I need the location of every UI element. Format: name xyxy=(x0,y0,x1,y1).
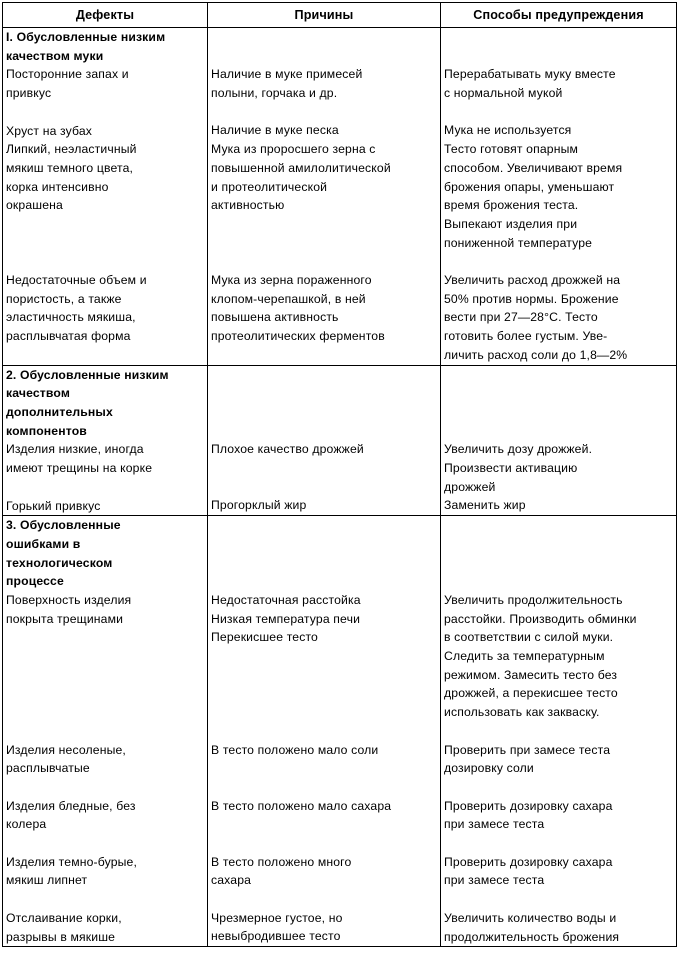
defect-line: разрывы в мякише xyxy=(6,929,116,944)
prevention-line: дрожжей xyxy=(444,479,496,494)
defect-line: покрыта трещинами xyxy=(6,611,124,626)
header-causes: Причины xyxy=(208,3,441,28)
cause-line: В тесто положено много xyxy=(211,854,352,869)
prevention-line: время брожения теста. xyxy=(444,198,579,213)
prevention-line: дрожжей, а перекисшее тесто xyxy=(444,686,618,701)
section-2-prevention-cell xyxy=(441,365,677,516)
section-1-prevention-cell xyxy=(441,28,677,366)
section-3-defects-cell xyxy=(3,516,208,947)
section-1-defects-cell xyxy=(3,28,208,366)
section-3-causes-cell xyxy=(208,516,441,947)
cause-line: повышенной амилолитической xyxy=(211,160,391,175)
prevention-line: готовить более густым. Уве- xyxy=(444,329,608,344)
defect-line: Хруст на зубах xyxy=(6,123,93,138)
document-page xyxy=(2,2,676,952)
defect-line: Недостаточные объем и xyxy=(6,273,147,288)
section-1-causes-cell xyxy=(208,28,441,366)
cause-line: Наличие в муке песка xyxy=(211,123,339,138)
defect-line: пористость, а также xyxy=(6,291,122,306)
prevention-line: Заменить жир xyxy=(444,498,526,513)
prevention-line: брожения опары, уменьшают xyxy=(444,179,615,194)
defect-line: окрашена xyxy=(6,198,63,213)
prevention-line: Увеличить продолжительность xyxy=(444,592,623,607)
defect-line: Изделия несоленые, xyxy=(6,742,126,757)
cause-line: и протеолитической xyxy=(211,179,328,194)
prevention-line: в соответствии с силой муки. xyxy=(444,630,614,645)
prevention-line: Перерабатывать муку вместе xyxy=(444,67,616,82)
defect-line: расплывчатые xyxy=(6,761,90,776)
cause-line: Наличие в муке примесей xyxy=(211,67,363,82)
prevention-line: способом. Увеличивают время xyxy=(444,160,623,175)
section-2-row xyxy=(3,365,677,516)
prevention-line: продолжительность брожения xyxy=(444,929,620,944)
prevention-line: Проверить дозировку сахара xyxy=(444,854,613,869)
defect-line: Посторонние запах и xyxy=(6,67,129,82)
section-title-line: 3. Обусловленные xyxy=(6,518,121,533)
cause-line: сахара xyxy=(211,873,252,888)
prevention-line: 50% против нормы. Брожение xyxy=(444,291,619,306)
defect-line: корка интенсивно xyxy=(6,179,109,194)
section-1-row xyxy=(3,28,677,366)
cause-line: активностью xyxy=(211,198,285,213)
cause-line: полыни, горчака и др. xyxy=(211,86,338,101)
section-3-prevention-cell xyxy=(441,516,677,947)
prevention-line: с нормальной мукой xyxy=(444,86,563,101)
defect-line: Изделия низкие, иногда xyxy=(6,442,144,457)
prevention-line: Проверить дозировку сахара xyxy=(444,798,613,813)
defect-line: мякиш темного цвета, xyxy=(6,160,134,175)
defect-line: Изделия бледные, без xyxy=(6,798,136,813)
defect-line: мякиш липнет xyxy=(6,873,88,888)
defect-line: Горький привкус xyxy=(6,498,101,513)
prevention-line: Мука не используется xyxy=(444,123,572,138)
cause-line: Мука из зерна пораженного xyxy=(211,273,372,288)
prevention-line: вести при 27—28°С. Тесто xyxy=(444,310,598,325)
cause-line: Мука из проросшего зерна с xyxy=(211,142,376,157)
defect-line: Поверхность изделия xyxy=(6,593,132,608)
section-title-line: качеством xyxy=(6,386,70,401)
cause-line: Недостаточная расстойка xyxy=(211,592,361,607)
defect-line: колера xyxy=(6,817,47,832)
prevention-line: Тесто готовят опарным xyxy=(444,142,579,157)
cause-line: Чрезмерное густое, но xyxy=(211,910,343,925)
defect-line: эластичность мякиша, xyxy=(6,310,136,325)
header-defects: Дефекты xyxy=(3,3,208,28)
cause-line: В тесто положено мало соли xyxy=(211,742,379,757)
defect-line: привкус xyxy=(6,86,52,101)
cause-line: В тесто положено мало сахара xyxy=(211,798,392,813)
section-title-line: качеством муки xyxy=(6,48,104,63)
section-3-row xyxy=(3,516,677,947)
cause-line: Перекисшее тесто xyxy=(211,630,318,645)
header-prevention: Способы предупреждения xyxy=(441,3,677,28)
prevention-line: Увеличить количество воды и xyxy=(444,910,617,925)
prevention-line: при замесе теста xyxy=(444,873,545,888)
prevention-line: дозировку соли xyxy=(444,761,534,776)
prevention-line: Следить за температурным xyxy=(444,649,605,664)
cause-line: Плохое качество дрожжей xyxy=(211,442,364,457)
prevention-line: режимом. Замесить тесто без xyxy=(444,667,618,682)
prevention-line: Произвести активацию xyxy=(444,461,578,476)
prevention-line: личить расход соли до 1,8—2% xyxy=(444,347,628,362)
section-title-line: 2. Обусловленные низким xyxy=(6,367,169,382)
prevention-line: пониженной температуре xyxy=(444,235,593,250)
section-title-line: технологическом xyxy=(6,555,113,570)
section-title-line: I. Обусловленные низким xyxy=(6,30,166,44)
table-header-row xyxy=(3,3,677,28)
prevention-line: Проверить при замесе теста xyxy=(444,742,611,757)
section-title-line: ошибками в xyxy=(6,536,81,551)
defect-line: Липкий, неэластичный xyxy=(6,142,137,157)
cause-line: Прогорклый жир xyxy=(211,498,307,513)
defect-line: имеют трещины на корке xyxy=(6,461,153,476)
prevention-line: Увеличить дозу дрожжей. xyxy=(444,442,593,457)
prevention-line: расстойки. Производить обминки xyxy=(444,611,637,626)
cause-line: клопом-черепашкой, в ней xyxy=(211,291,366,306)
cause-line: повышена активность xyxy=(211,310,339,325)
prevention-line: при замесе теста xyxy=(444,817,545,832)
cause-line: протеолитических ферментов xyxy=(211,329,385,344)
prevention-line: Выпекают изделия при xyxy=(444,216,578,231)
section-2-defects-cell xyxy=(3,365,208,516)
section-title-line: процессе xyxy=(6,574,64,589)
section-title-line: дополнительных xyxy=(6,405,113,419)
prevention-line: использовать как закваску. xyxy=(444,705,600,720)
defect-line: Изделия темно-бурые, xyxy=(6,854,138,869)
cause-line: Низкая температура печи xyxy=(211,611,361,626)
prevention-line: Увеличить расход дрожжей на xyxy=(444,273,621,288)
defect-line: расплывчатая форма xyxy=(6,329,131,344)
defects-table xyxy=(2,2,677,947)
section-2-causes-cell xyxy=(208,365,441,516)
section-title-line: компонентов xyxy=(6,423,87,438)
cause-line: невыбродившее тесто xyxy=(211,929,341,944)
defect-line: Отслаивание корки, xyxy=(6,910,122,925)
